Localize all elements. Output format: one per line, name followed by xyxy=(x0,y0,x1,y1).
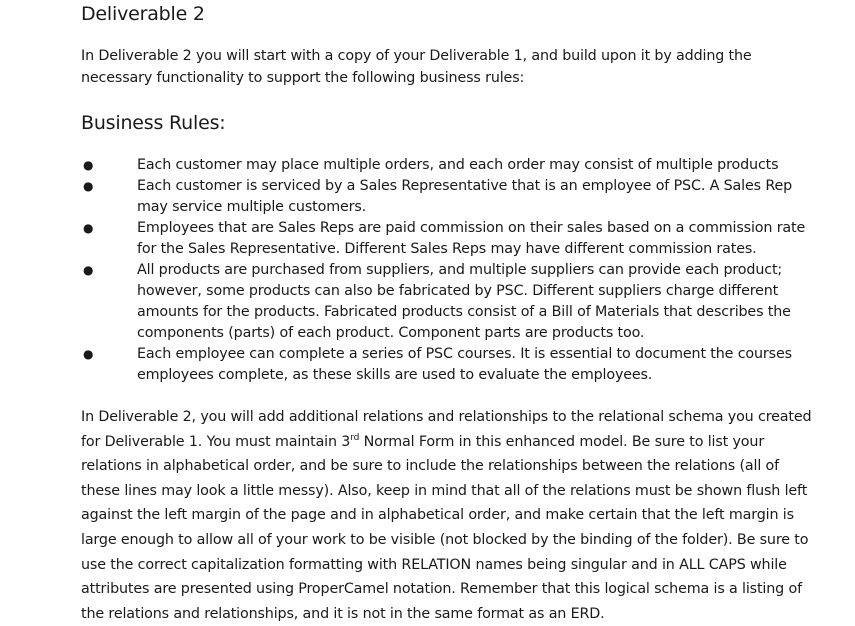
list-item xyxy=(81,155,821,176)
list-item xyxy=(81,218,821,260)
closing-text-part2: Normal Form in this enhanced model. Be sure to list your relations in alphabetical order, and be sure to include the relationships between the relations (all of these lines may look a little messy). Also, keep in mind that all of the relations must be shown flush left against the left margin of the page and in alphabetical order, and make certain that the left margin is large enough to allow all of your work to be visible (not blocked by the binding of the folder). Be sure to use the correct capitalization formatting with RELATION names being singular and in ALL CAPS while attributes are presented using ProperCamel notation. Remember that this logical schema is a listing of the relations and relationships, and it is not in the same format as an ERD. xyxy=(81,433,809,622)
bullet-icon: ● xyxy=(83,263,94,277)
closing-paragraph xyxy=(81,405,816,626)
business-rules-list xyxy=(81,155,821,386)
rule-text: Each employee can complete a series of PSC courses. It is essential to document the courses employees complete, as these skills are used to evaluate the employees. xyxy=(137,346,792,383)
bullet-icon: ● xyxy=(83,221,94,235)
rule-text: All products are purchased from suppliers, and multiple suppliers can provide each product; however, some products can also be fabricated by PSC. Different suppliers charge different amounts for the products. Fabricated products consist of a Bill of Materials that describes the components (parts) of each product. Component parts are products too. xyxy=(137,262,791,341)
list-item xyxy=(81,176,821,218)
bullet-icon: ● xyxy=(83,347,94,361)
ordinal-superscript: rd xyxy=(350,432,360,443)
rule-text: Each customer may place multiple orders, and each order may consist of multiple products xyxy=(137,157,779,173)
bullet-icon: ● xyxy=(83,179,94,193)
rule-text: Employees that are Sales Reps are paid commission on their sales based on a commission rate for the Sales Representative. Different Sales Reps may have different commission rates. xyxy=(137,220,806,257)
rule-text: Each customer is serviced by a Sales Representative that is an employee of PSC. A Sales Rep may service multiple customers. xyxy=(137,178,793,215)
business-rules-heading: Business Rules: xyxy=(81,112,226,134)
closing-text-part1: In Deliverable 2, you will add additional relations and relationships to the relational schema you created for Deliverable 1. You must maintain 3 xyxy=(81,409,812,450)
list-item xyxy=(81,344,821,386)
list-item xyxy=(81,260,821,344)
intro-paragraph: In Deliverable 2 you will start with a copy of your Deliverable 1, and build upon it by adding the necessary functionality to support the following business rules: xyxy=(81,48,752,86)
document-title: Deliverable 2 xyxy=(81,3,205,25)
bullet-icon: ● xyxy=(83,158,94,172)
